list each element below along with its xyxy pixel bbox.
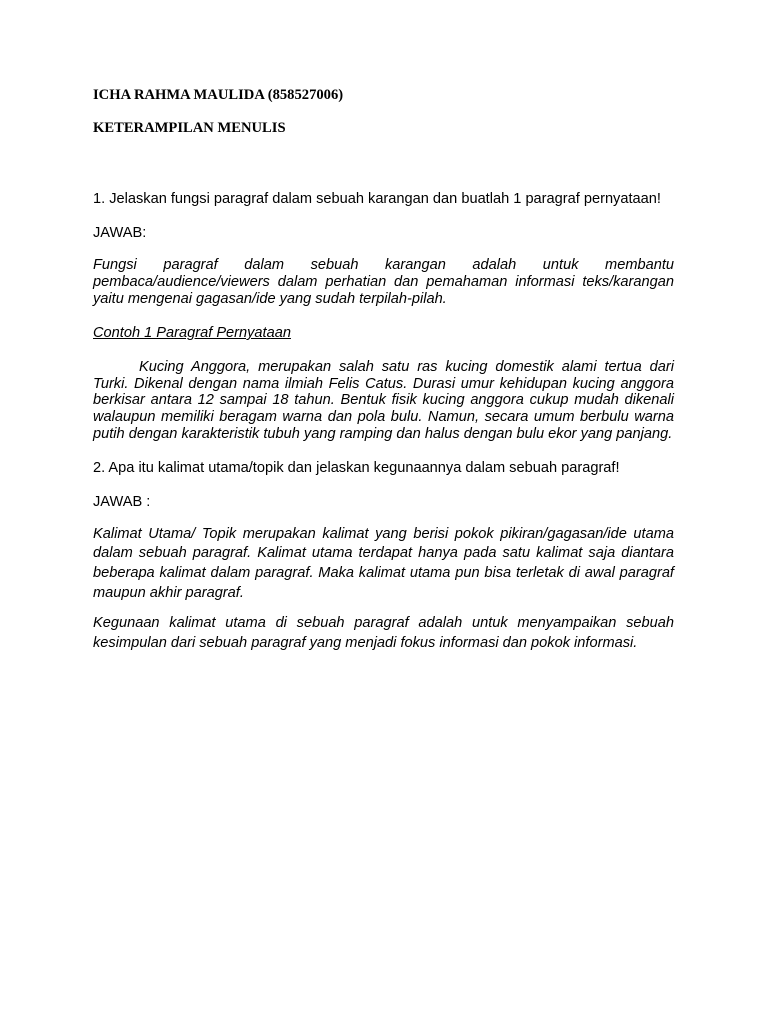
subject-heading: KETERAMPILAN MENULIS xyxy=(93,120,286,136)
answer-2-paragraph-2: Kegunaan kalimat utama di sebuah paragraf adalah untuk menyampaikan sebuah kesimpulan dari sebuah paragraf yang menjadi fokus informasi dan pokok informasi. xyxy=(93,615,674,652)
answer-label-2: JAWAB : xyxy=(93,493,151,510)
answer-2-paragraph-1: Kalimat Utama/ Topik merupakan kalimat yang berisi pokok pikiran/gagasan/ide utama dalam sebuah paragraf. Kalimat utama terdapat hanya pada satu kalimat saja diantara beberapa kalimat dalam paragraf. Maka kalimat utama pun bisa terletak di awal paragraf maupun akhir paragraf. xyxy=(93,525,674,601)
example-title: Contoh 1 Paragraf Pernyataan xyxy=(93,325,291,341)
answer-label-1: JAWAB: xyxy=(93,225,147,241)
answer-1-paragraph: Fungsi paragraf dalam sebuah karangan adalah untuk membantu pembaca/audience/viewers dalam perhatian dan pemahaman informasi teks/karangan yaitu mengenai gagasan/ide yang sudah terpilah-pilah. xyxy=(93,257,674,307)
example-paragraph: Kucing Anggora, merupakan salah satu ras kucing domestik alami tertua dari Turki. Dikenal dengan nama ilmiah Felis Catus. Durasi umur kehidupan kucing anggora berkisar antara 12 sampai 18 tahun. Bentuk fisik kucing anggora cukup mudah dikenali walaupun memiliki beragam warna dan pola bulu. Namun, secara umum berbulu warna putih dengan karakteristik tubuh yang ramping dan halus dengan bulu ekor yang panjang. xyxy=(93,359,674,442)
document-content xyxy=(93,86,674,654)
question-1: 1. Jelaskan fungsi paragraf dalam sebuah karangan dan buatlah 1 paragraf pernyataan! xyxy=(93,191,661,207)
question-2: 2. Apa itu kalimat utama/topik dan jelaskan kegunaannya dalam sebuah paragraf! xyxy=(93,459,620,476)
author-heading: ICHA RAHMA MAULIDA (858527006) xyxy=(93,87,344,103)
